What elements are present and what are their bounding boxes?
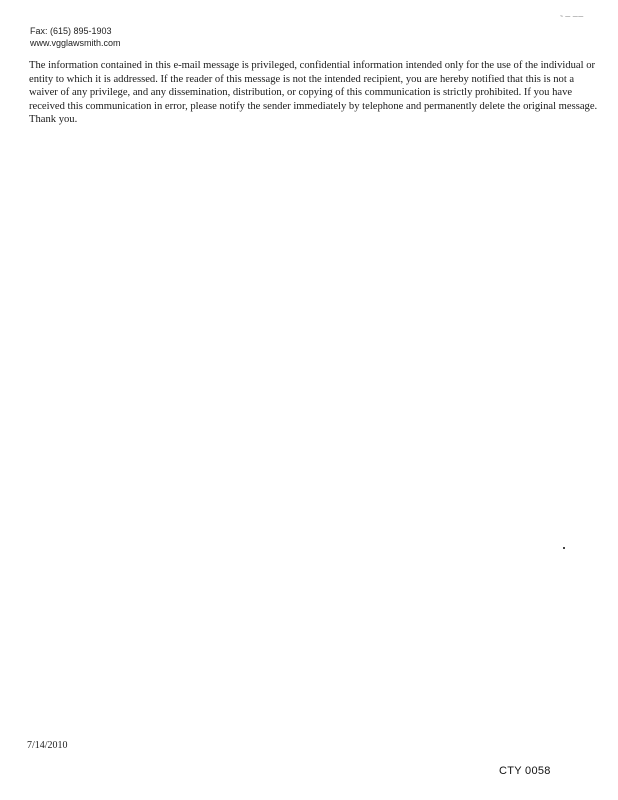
confidentiality-disclaimer: The information contained in this e-mail message is privileged, confidential information intended only for the use of the individual or entity to which it is addressed. If the reader of this message is not the intended recipient, you are hereby notified that this is not a waiver of any privilege, and any dissemination, distribution, or copying of this communication is strictly prohibited. If you have received this communication in error, please notify the sender immediately by telephone and permanently delete the original message. Thank you. [29, 60, 598, 125]
scan-speck [563, 547, 565, 549]
website-link[interactable]: www.vgglawsmith.com [30, 38, 121, 48]
bates-number: CTY 0058 [499, 765, 551, 777]
header-scan-mark: ~ — —— [560, 14, 584, 20]
fax-number: Fax: (615) 895-1903 [30, 26, 112, 36]
footer-date: 7/14/2010 [27, 740, 68, 751]
contact-block [30, 25, 121, 49]
